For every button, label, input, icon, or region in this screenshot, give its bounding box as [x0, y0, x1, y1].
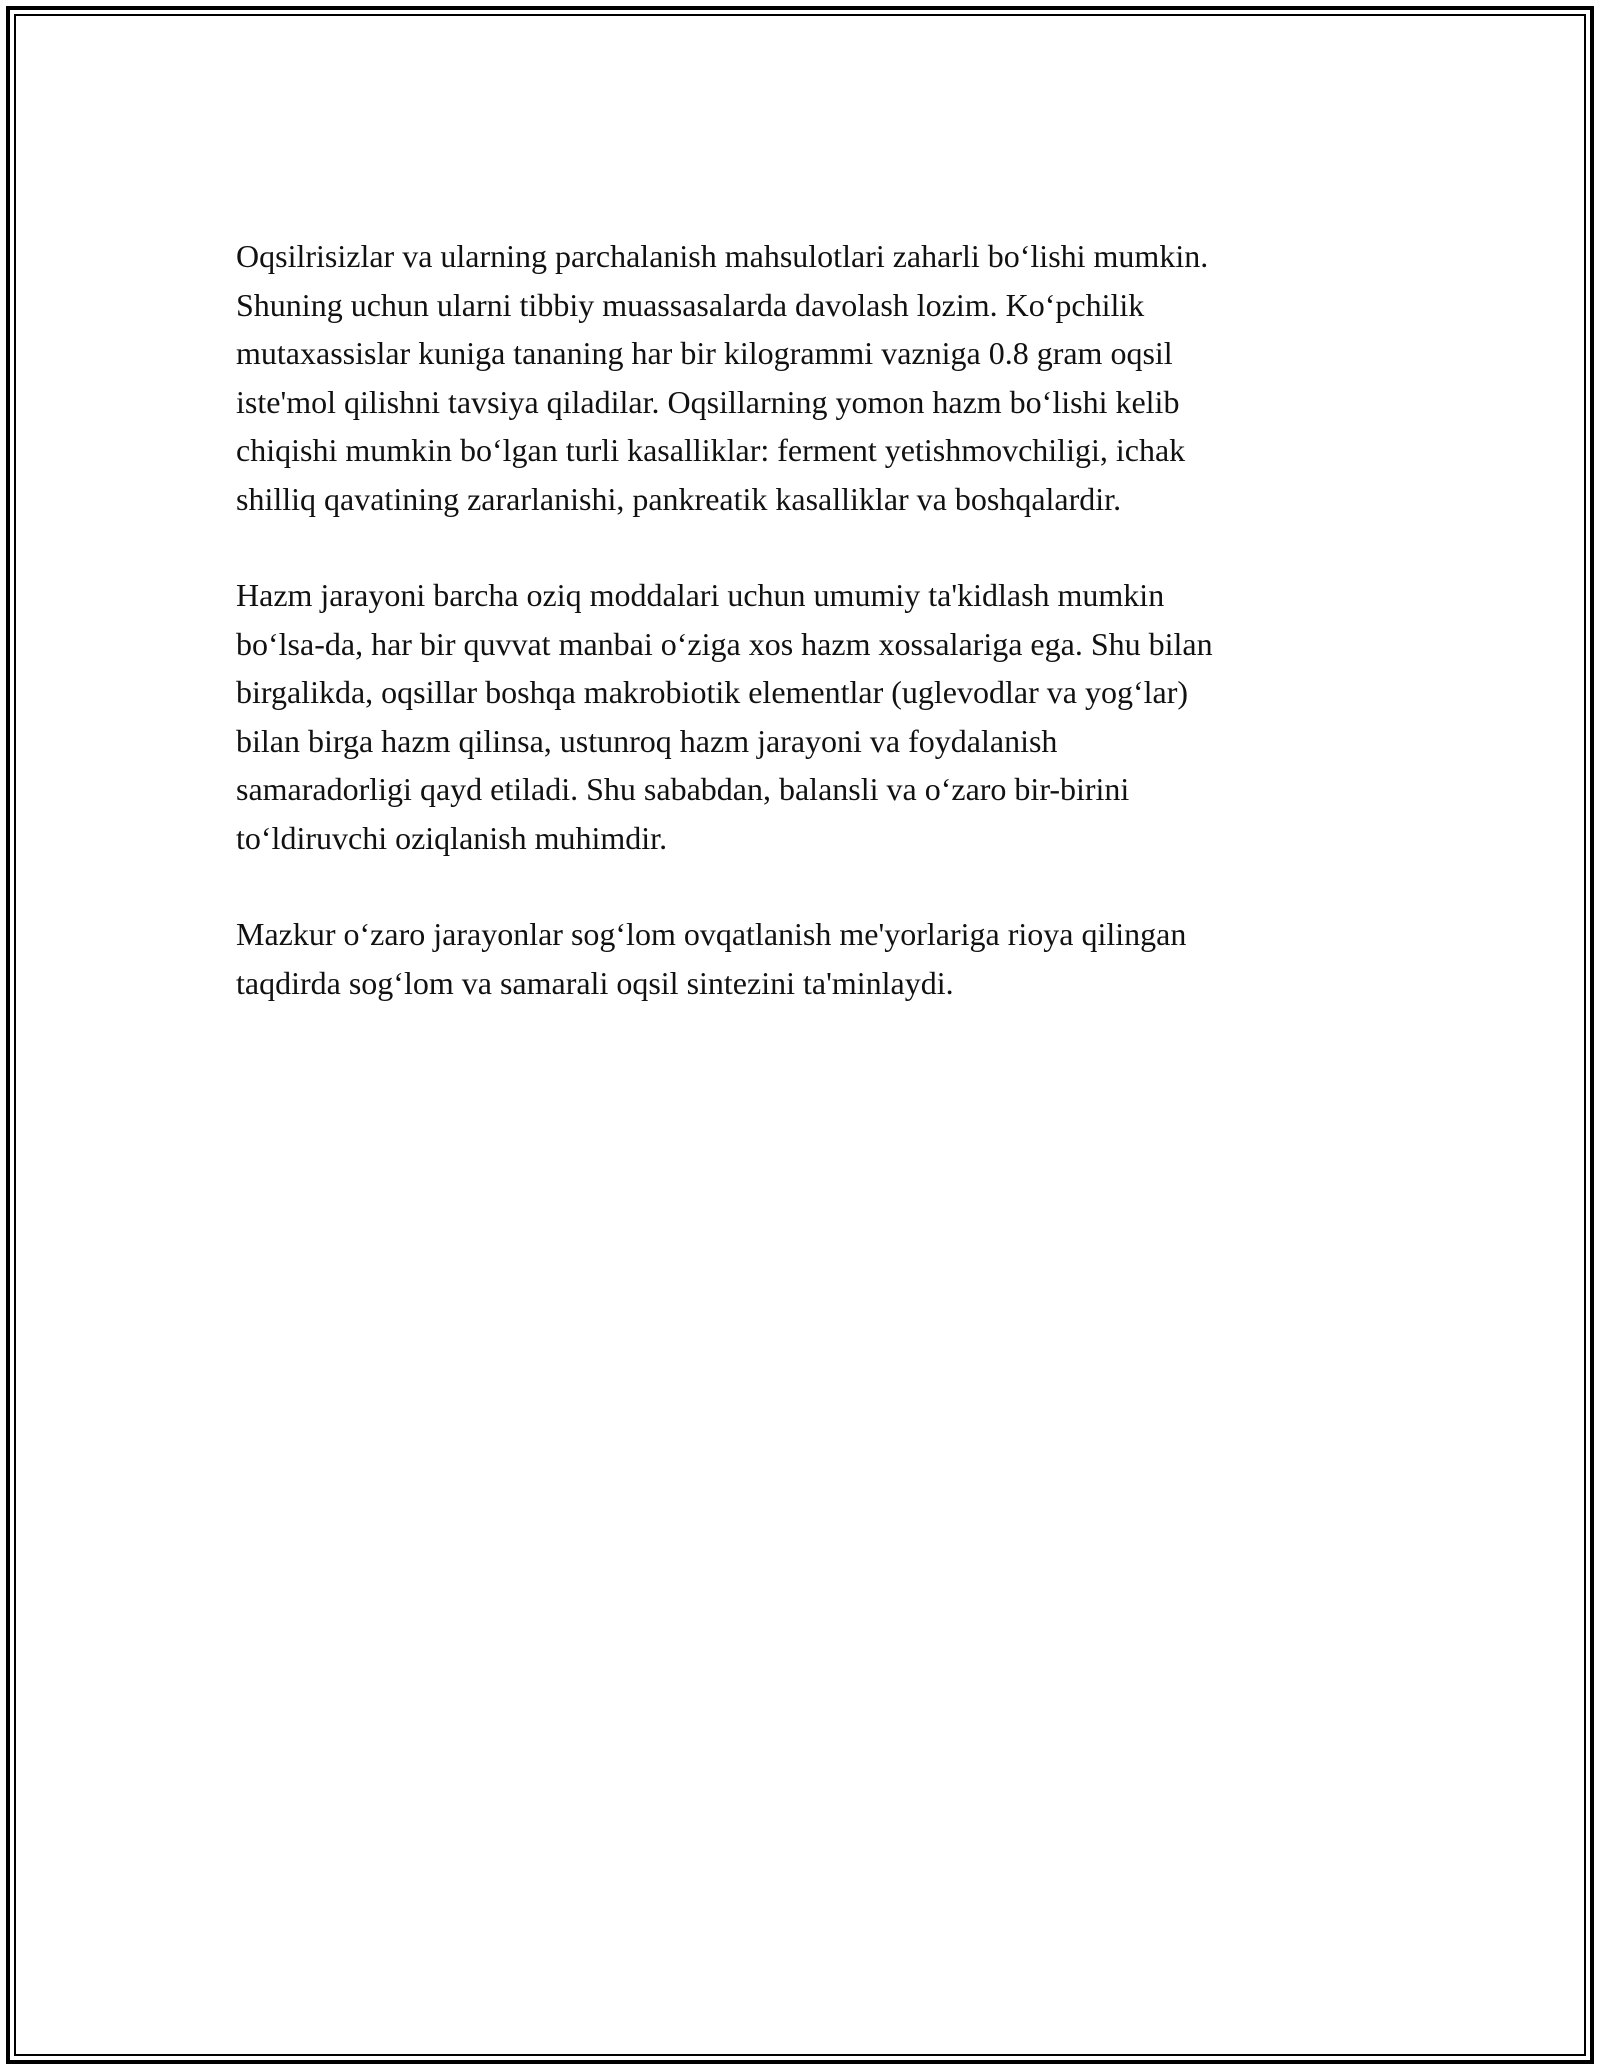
- document-body: [236, 232, 1376, 1055]
- text-line: bilan birga hazm qilinsa, ustunroq hazm jarayoni va foydalanish: [236, 722, 1058, 759]
- text-line: chiqishi mumkin bo‘lgan turli kasalliklar: ferment yetishmovchiligi, ichak: [236, 432, 1186, 468]
- text-line: Shuning uchun ularni tibbiy muassasalarda davolash lozim. Ko‘pchilik: [236, 286, 1145, 323]
- text-line: Oqsilrisizlar va ularning parchalanish mahsulotlari zaharli bo‘lishi mumkin.: [236, 238, 1209, 274]
- paragraph-1: [236, 232, 1376, 523]
- text-line: shilliq qavatining zararlanishi, pankreatik kasalliklar va boshqalardir.: [236, 480, 1122, 517]
- text-line: Mazkur o‘zaro jarayonlar sog‘lom ovqatlanish me'yorlariga rioya qilingan: [236, 916, 1187, 952]
- text-line: Hazm jarayoni barcha oziq moddalari uchun umumiy ta'kidlash mumkin: [236, 577, 1165, 613]
- paragraph-3: [236, 910, 1376, 1007]
- text-line: to‘ldiruvchi oziqlanish muhimdir.: [236, 819, 668, 856]
- text-line: bo‘lsa-da, har bir quvvat manbai o‘ziga xos hazm xossalariga ega. Shu bilan: [236, 625, 1213, 662]
- text-line: mutaxassislar kuniga tananing har bir kilogrammi vazniga 0.8 gram oqsil: [236, 335, 1173, 371]
- text-line: iste'mol qilishni tavsiya qiladilar. Oqsillarning yomon hazm bo‘lishi kelib: [236, 383, 1180, 420]
- text-line: taqdirda sog‘lom va samarali oqsil sintezini ta'minlaydi.: [236, 964, 954, 1001]
- paragraph-2: [236, 571, 1376, 862]
- text-line: birgalikda, oqsillar boshqa makrobiotik elementlar (uglevodlar va yog‘lar): [236, 674, 1189, 710]
- text-line: samaradorligi qayd etiladi. Shu sababdan, balansli va o‘zaro bir-birini: [236, 771, 1130, 807]
